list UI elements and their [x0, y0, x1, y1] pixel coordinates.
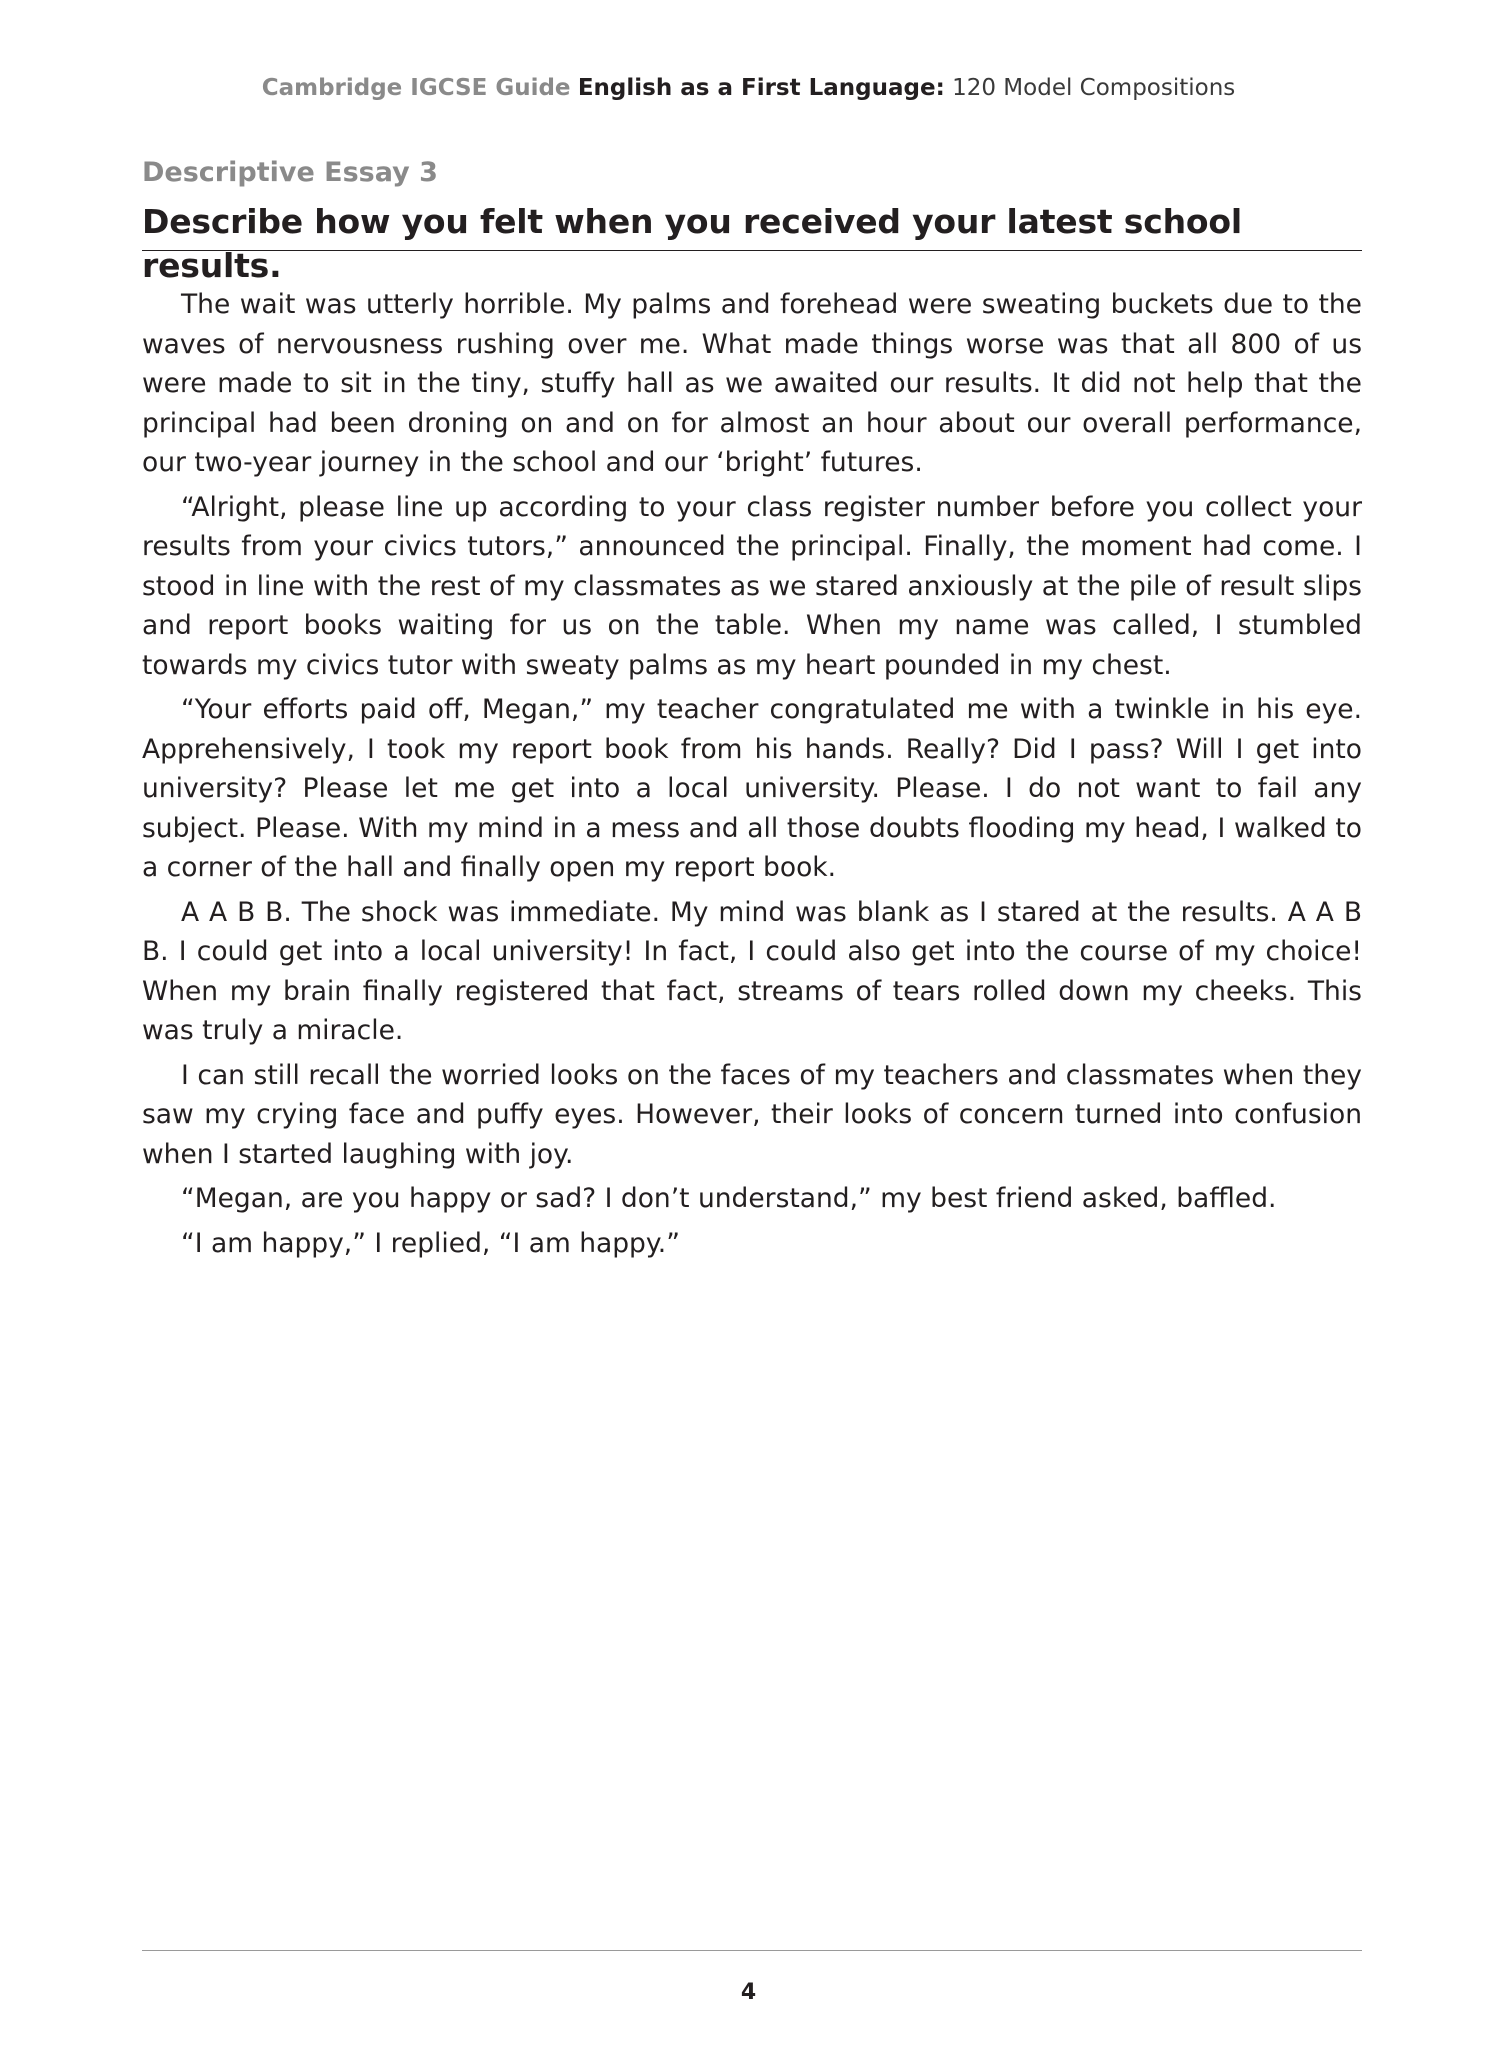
essay-label: Descriptive Essay 3 [142, 157, 438, 188]
header-series: Cambridge IGCSE Guide [261, 75, 571, 101]
page-number: 4 [740, 1980, 757, 2005]
footer-divider [142, 1950, 1362, 1951]
running-header [0, 72, 1497, 104]
header-subtitle: 120 Model Compositions [952, 75, 1236, 101]
essay-title: Describe how you felt when you received your latest school results. [142, 202, 1242, 285]
paragraph: The wait was utterly horrible. My palms and forehead were sweating buckets due to the waves of nervousness rushing over me. What made things worse was that all 800 of us were made to sit in the tiny, stuffy hall as we awaited our results. It did not help that the principal had been droning on and on for almost an hour about our overall performance, our two-year journey in the school and our ‘bright’ futures. [142, 289, 1362, 478]
title-divider [142, 250, 1362, 251]
paragraph: “Megan, are you happy or sad? I don’t understand,” my best friend asked, baffled. [181, 1183, 1277, 1214]
paragraph: A A B B. The shock was immediate. My mind was blank as I stared at the results. A A B B. I could get into a local university! In fact, I could also get into the course of my choice! When my brain finally registered that fact, streams of tears rolled down my cheeks. This was truly a miracle. [142, 896, 1362, 1046]
paragraph: “I am happy,” I replied, “I am happy.” [181, 1227, 680, 1259]
paragraph: “Your efforts paid off, Megan,” my teacher congratulated me with a twinkle in his eye. Apprehensively, I took my report book from his hands. Really? Did I pass? Will I get into university? Please let me get into a local university. Please. I do not want to fail any subject. Please. With my mind in a mess and all those doubts flooding my head, I walked to a corner of the hall and finally open my report book. [142, 694, 1362, 883]
essay-body [142, 285, 1362, 1268]
paragraph: I can still recall the worried looks on the faces of my teachers and classmates when they saw my crying face and puffy eyes. However, their looks of concern turned into confusion when I started laughing with joy. [142, 1059, 1362, 1170]
header-book-title: English as a First Language: [577, 75, 945, 101]
paragraph: “Alright, please line up according to your class register number before you collect your results from your civics tutors,” announced the principal. Finally, the moment had come. I stood in line with the rest of my classmates as we stared anxiously at the pile of result slips and report books waiting for us on the table. When my name was called, I stumbled towards my civics tutor with sweaty palms as my heart pounded in my chest. [142, 491, 1362, 681]
